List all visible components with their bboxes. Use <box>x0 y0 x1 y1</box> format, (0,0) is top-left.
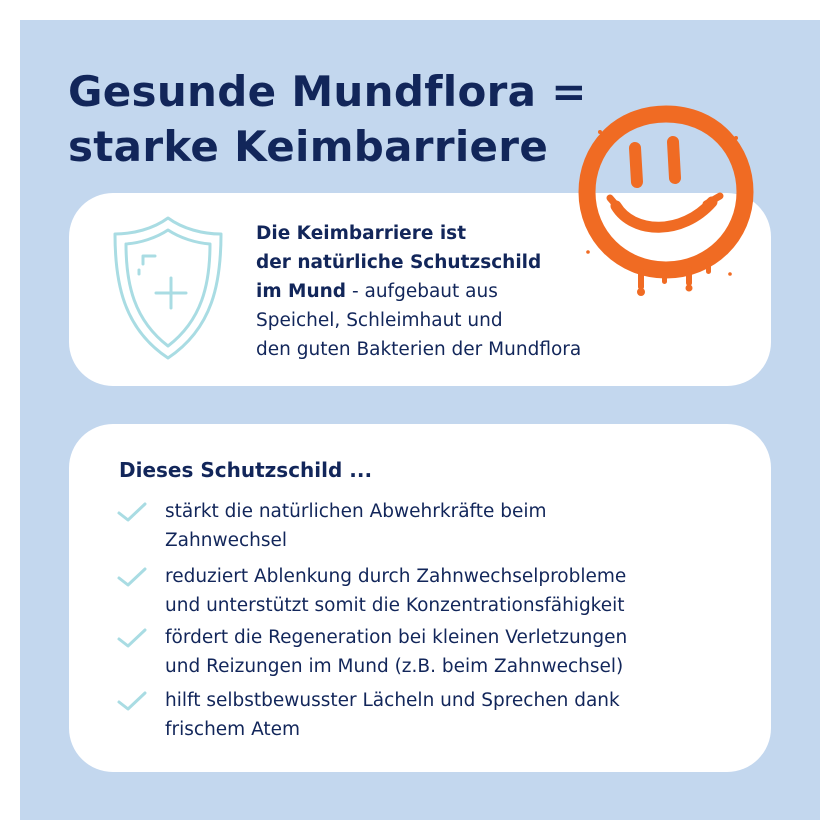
intro-line-5: den guten Bakterien der Mundflora <box>256 339 582 360</box>
list-item-line-1: hilft selbstbewusster Lächeln und Sprechen dank <box>165 690 620 711</box>
list-item-text <box>165 497 745 555</box>
list-item-text <box>165 562 745 620</box>
intro-line-3-rest: - aufgebaut aus <box>346 281 498 302</box>
intro-line-3-bold: im Mund <box>256 281 347 302</box>
check-icon <box>117 501 147 523</box>
check-icon <box>117 566 147 588</box>
check-icon <box>117 627 147 649</box>
benefits-title: Dieses Schutzschild ... <box>119 458 373 482</box>
page-title <box>68 64 587 174</box>
list-item-line-2: Zahnwechsel <box>165 530 288 551</box>
intro-line-1: Die Keimbarriere ist <box>256 223 467 244</box>
title-line-2: starke Keimbarriere <box>68 122 549 171</box>
list-item-text <box>165 623 745 681</box>
list-item-line-1: fördert die Regeneration bei kleinen Verletzungen <box>165 627 628 648</box>
list-item-line-2: und Reizungen im Mund (z.B. beim Zahnwechsel) <box>165 656 624 677</box>
list-item-text <box>165 686 745 744</box>
title-line-1: Gesunde Mundflora = <box>68 67 587 116</box>
list-item-line-1: reduziert Ablenkung durch Zahnwechselprobleme <box>165 566 627 587</box>
spray-paint-smiley-icon <box>578 102 754 308</box>
list-item-line-1: stärkt die natürlichen Abwehrkräfte beim <box>165 501 547 522</box>
intro-line-2: der natürliche Schutzschild <box>256 252 542 273</box>
shield-plus-icon <box>109 214 227 362</box>
check-icon <box>117 690 147 712</box>
list-item-line-2: und unterstützt somit die Konzentrationsfähigkeit <box>165 595 625 616</box>
intro-line-4: Speichel, Schleimhaut und <box>256 310 503 331</box>
list-item-line-2: frischem Atem <box>165 719 301 740</box>
